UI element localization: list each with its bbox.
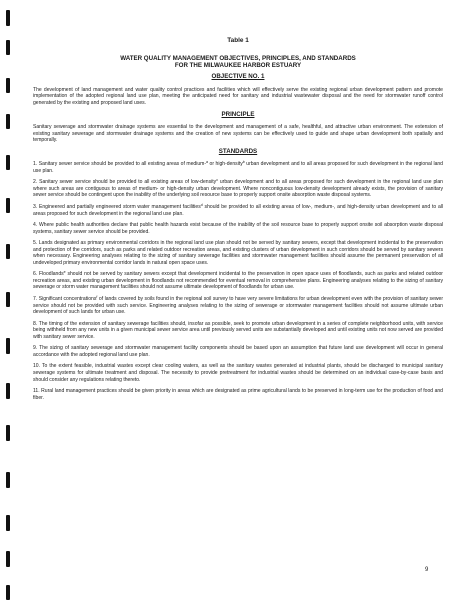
binding-mark (6, 78, 10, 93)
binding-mark (6, 338, 10, 354)
standards-list (33, 161, 443, 401)
standard-item: 9. The sizing of sanitary sewerage and stormwater management facility components should be based upon an assumption that future land use development will occur in general accordance with the adopted regional land use plan. (33, 345, 443, 358)
standard-item: 5. Lands designated as primary environmental corridors in the regional land use plan should not be served by sanitary sewers, except that development incidental to the preservation and protection of the corridors, such as parks and related outdoor recreation areas, and existing clusters of urban development in such corridors should be served by sanitary sewers when necessary. Engineering analyses relating to the sizing of sanitary sewerage facilities and stormwater management facilities should assume the permanent preservation of all undeveloped primary environmental corridor lands in natural open space uses. (33, 240, 443, 266)
table-title-line-2: FOR THE MILWAUKEE HARBOR ESTUARY (174, 61, 302, 69)
binding-mark (6, 114, 10, 129)
table-title-line-1: WATER QUALITY MANAGEMENT OBJECTIVES, PRINCIPLES, AND STANDARDS (120, 54, 356, 62)
objective-heading: OBJECTIVE NO. 1 (211, 73, 265, 81)
binding-mark (6, 472, 10, 488)
binding-mark (6, 425, 10, 441)
binding-mark (6, 244, 10, 259)
document-page (33, 38, 443, 406)
standard-item: 11. Rural land management practices should be given priority in areas which are designated as prime agricultural lands to be preserved in long-term use for the production of food and fiber. (33, 388, 443, 401)
page-number: 9 (425, 567, 429, 573)
binding-mark (6, 198, 10, 213)
principle-heading: PRINCIPLE (221, 110, 255, 118)
binding-mark (6, 292, 10, 307)
binding-mark (6, 40, 10, 55)
objective-text: The development of land management and water quality control practices and facilities which will effectively serve the existing regional urban development pattern and promote implementation of the adopted regional land use plan, meeting the anticipated need for sanitary and industrial wastewater disposal and the need for stormwater runoff control generated by the existing and proposed land uses. (33, 86, 443, 106)
binding-mark (6, 155, 10, 170)
standard-item: 3. Engineered and partially engineered storm water management facilities$^d$ should be provided to all existing areas of low-, medium-, and high-density urban development and to all areas proposed for such development in the regional land use plan. (33, 203, 443, 217)
standards-heading: STANDARDS (218, 147, 258, 155)
standard-item: 8. The timing of the extension of sanitary sewerage facilities should, insofar as possible, seek to promote urban development in a series of complete neighborhood units, with service being withheld from any new units in a given municipal sewer service area until previously served units are substantially developed and until existing units not now served are provided with sanitary sewer service. (33, 320, 443, 340)
standard-item: 4. Where public health authorities declare that public health hazards exist because of the inability of the soil resource base to properly support onsite soil absorption waste disposal systems, sanitary sewer service should be provided. (33, 222, 443, 235)
standard-item: 2. Sanitary sewer service should be provided to all existing areas of low-density$^c$ urban development and to all areas proposed for such development in the regional land use plan where such areas are contiguous to areas of medium- or high-density urban development. Where noncontiguous low-density development already exists, the provision of sanitary sewer service should be contingent upon the inability of the underlying soil resource base to properly support onsite absorption waste disposal systems. (33, 178, 443, 199)
binding-mark (6, 585, 10, 600)
principle-text: Sanitary sewerage and stormwater drainage systems are essential to the development and management of a safe, healthful, and attractive urban environment. The extension of existing sanitary sewerage and stormwater drainage systems and the creation of new systems can be effectively used to guide and shape urban development both spatially and temporally. (33, 124, 443, 144)
binding-mark (6, 515, 10, 531)
binding-mark (6, 383, 10, 399)
standard-item: 1. Sanitary sewer service should be provided to all existing areas of medium-$^a$ or high-density$^b$ urban development and to all areas proposed for such development in the regional land use plan. (33, 160, 443, 174)
binding-mark (6, 10, 10, 26)
standard-item: 6. Floodlands$^e$ should not be served by sanitary sewers except that development incidental to the preservation in open space uses of floodlands, such as parks and related outdoor recreation areas, and existing urban development in floodlands not recommended for eventual removal in comprehensive plans. Engineering analyses relating to the sizing of sanitary sewerage or storm water management facilities should not assume ultimate development of floodlands for urban use. (33, 270, 443, 291)
binding-mark (6, 551, 10, 567)
table-label: Table 1 (227, 37, 249, 44)
standard-item: 7. Significant concentrations$^f$ of lands covered by soils found in the regional soil survey to have very severe limitations for urban development even with the provision of sanitary sewer service should not be provided with such service. Engineering analyses relating to the sizing of sewerage or stormwater management facilities should not assume ultimate urban development of such lands for urban use. (33, 295, 444, 316)
standard-item: 10. To the extent feasible, industrial wastes except clear cooling waters, as well as the sanitary wastes generated at industrial plants, should be discharged to municipal sanitary sewerage systems for ultimate treatment and disposal. The necessity to provide pretreatment for industrial wastes should be determined on an individual case-by-case basis and should consider any regulations relating thereto. (33, 363, 443, 383)
binding-edge-marks (6, 0, 11, 600)
